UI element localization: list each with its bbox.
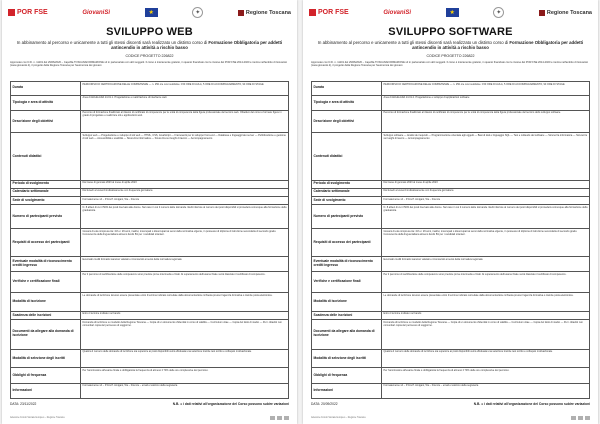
row-value: Qualora il numero delle domande di iscrizione sia superiore ai posti disponibili verrà effettuata una selezione tramite test scritto e colloquio motivazionale. xyxy=(383,350,553,354)
row-label: Modalità di iscrizione xyxy=(312,293,382,311)
row-value: Per il percorso di certificazione delle competenze sono previste prove intermedie e finali. Al superamento dell'esame finale verrà rilasciato il certificato di competenze. xyxy=(383,272,567,276)
row-value: Percorso di formazione finalizzato al rilascio di certificato di competenze per le unità di competenza della figura professionale del tecnico dello sviluppo software. xyxy=(383,111,561,115)
table-row xyxy=(312,320,589,350)
row-label: Obblighi di frequenza xyxy=(11,368,81,382)
partner-logos xyxy=(571,416,590,420)
row-label: Modalità di iscrizione xyxy=(11,293,81,311)
row-value: Le domande di iscrizione devono essere presentate entro il termine indicato corredate dalla documentazione richiesta presso l'agenzia formativa o tramite posta elettronica. xyxy=(82,293,273,297)
row-value: N. 8 allievi di cui il 50% dei posti riservato alle donne. Nel caso in cui il numero delle domande risulti inferiore al numero dei posti disponibili si procederà comunque alla formazione della graduatoria. xyxy=(383,205,588,212)
italy-emblem-icon: ✦ xyxy=(493,7,504,18)
footer xyxy=(311,402,590,406)
row-value: Eventuali crediti formativi saranno valutati e riconosciuti ai sensi della normativa regionale xyxy=(383,257,483,261)
row-label: Modalità di selezione degli iscritti xyxy=(312,350,382,368)
row-value: Dal mese di gennaio 2023 al mese di aprile 2023 xyxy=(383,181,438,185)
row-value: Domanda di iscrizione su modello della Regione Toscana — Copia di un documento d'identità in corso di validità — Curriculum vitae — Copia del titolo di studio — Per i cittadini non comunitari copia del permesso di soggiorno. xyxy=(82,320,283,327)
row-label: Calendario settimanale xyxy=(312,189,382,196)
row-label: Durata xyxy=(312,82,382,95)
eu-flag-icon: ★ xyxy=(145,8,158,17)
table-row xyxy=(11,312,288,320)
course-info-table xyxy=(311,81,590,399)
partner-logos xyxy=(270,416,289,420)
row-value: Le domande di iscrizione devono essere presentate entro il termine indicato corredate dalla documentazione richiesta presso l'agenzia formativa o tramite posta elettronica. xyxy=(383,293,574,297)
row-value: N. 8 allievi di cui il 50% dei posti riservato alle donne. Nel caso in cui il numero delle domande risulti inferiore al numero dei posti disponibili si procederà comunque alla formazione della graduatoria. xyxy=(82,205,287,212)
table-row xyxy=(11,111,288,133)
table-row xyxy=(312,368,589,383)
table-row xyxy=(11,197,288,205)
table-row xyxy=(11,181,288,189)
row-label: Contenuti didattici xyxy=(312,133,382,179)
document-title: SVILUPPO SOFTWARE xyxy=(388,26,513,38)
table-row xyxy=(312,293,589,312)
project-code: CODICE PROGETTO 226822 xyxy=(125,54,174,58)
row-label: Verifiche e certificazione finali xyxy=(11,272,81,292)
table-row xyxy=(312,82,589,96)
approval-notes: Approvato con D.D. n. 11101 del 29/06/2020 – Capofila TOSCANAFORMAZIONE srl in partenariato con altri soggetti. Il corso è interamente gratuito, in quanto finanziato con le risorse del POR FSE 2014-2020 e rientra nell'ambito di Giovanisì (www.giovanisi.it), il progetto della Regione Toscana per l'autonomia dei giovani. xyxy=(311,61,588,68)
nb-note: N.B. = i dati relativi all'organizzazione del Corso possono subire variazioni xyxy=(473,402,590,406)
row-label: Eventuale modalità di riconoscimento crediti ingresso xyxy=(312,257,382,271)
table-row xyxy=(11,384,288,398)
table-row xyxy=(11,82,288,96)
footer xyxy=(10,402,289,406)
row-label: Tipologia e area di attività xyxy=(11,96,81,110)
table-row xyxy=(11,368,288,383)
intro-text: In abbinamento al percorso e unicamente a tutti gli stessi discenti sarà realizzato un distinto corso di Formazione Obbligatoria per addetti antincendio in attività a rischio basso xyxy=(317,40,584,51)
row-value: Area di Attività ADA 14.01.1. Progettazione e realizzazione di interfacce web xyxy=(82,96,167,100)
row-value: Formatemerse srl – P.zza P. Amigani, 5/a – Firenze xyxy=(82,197,140,201)
row-label: Periodo di svolgimento xyxy=(11,181,81,188)
row-value: Per l'ammissione all'esame finale è obbligatoria la frequenza di almeno il 70% delle ore complessive del percorso. xyxy=(383,369,510,372)
logo-bar xyxy=(309,6,592,19)
table-row xyxy=(11,272,288,293)
giovani-si-logo: GiovaniSì xyxy=(82,9,111,16)
table-row xyxy=(11,257,288,272)
logo-bar xyxy=(8,6,291,19)
table-row xyxy=(11,205,288,229)
row-value: Formatemerse srl – P.zza P. Amigani, 5/a – Firenze – email e telefono della segreteria xyxy=(82,384,178,388)
table-row xyxy=(11,229,288,257)
bottom-text: Adesione Fondo Sociale Europeo – Regione Toscana xyxy=(10,416,65,419)
row-value: Sviluppo software — Analisi dei requisiti — Programmazione orientata agli oggetti — Basi di dati e linguaggio SQL — Test e collaudo del software — Sicurezza informatica — Sicurezza sui luoghi di lavoro — Accompagnamento xyxy=(383,133,588,140)
row-label: Informazioni xyxy=(11,384,81,398)
row-value: Giovani di età compresa tra i 18 e i 29 anni, inattivi, inoccupati o disoccupati ai sensi della normativa vigente, in possesso di diploma di istruzione secondaria di secondo grado. Conoscenza della lingua italiana almeno livello B1 per i candidati stranieri. xyxy=(383,229,578,236)
row-value: Dal mese di gennaio 2023 al mese di aprile 2023 xyxy=(82,181,137,185)
project-code: CODICE PROGETTO 226822 xyxy=(426,54,475,58)
row-label: Documenti da allegare alla domanda di iscrizione xyxy=(312,320,382,349)
row-label: Informazioni xyxy=(312,384,382,398)
table-row xyxy=(11,189,288,197)
row-label: Verifiche e certificazione finali xyxy=(312,272,382,292)
table-row xyxy=(312,384,589,398)
table-row xyxy=(312,197,589,205)
table-row xyxy=(312,111,589,133)
row-label: Numero di partecipanti previsto xyxy=(312,205,382,228)
table-row xyxy=(312,350,589,369)
row-label: Sede di svolgimento xyxy=(312,197,382,204)
bottom-logos xyxy=(10,415,289,420)
row-label: Descrizione degli obiettivi xyxy=(312,111,382,132)
table-row xyxy=(312,205,589,229)
approval-notes: Approvato con D.D. n. 11101 del 29/06/2020 – Capofila TOSCANAFORMAZIONE srl in partenariato con altri soggetti. Il corso è interamente gratuito, in quanto finanziato con le risorse del POR FSE 2014-2020 e rientra nell'ambito di Giovanisì (www.giovanisi.it), il progetto della Regione Toscana per l'autonomia dei giovani. xyxy=(10,61,287,68)
document-page-left xyxy=(2,0,297,424)
row-value: PERCORSO DI CERTIFICAZIONE DELLE COMPETENZE — n. 250 ore così suddivise: 150 ORE DI AULA, 5 ORE DI ACCOMPAGNAMENTO, 90 ORE DI STAGE xyxy=(383,82,565,86)
table-row xyxy=(312,189,589,197)
row-value: Area di Attività ADA 14.01.2. Progettazione e sviluppo di applicazioni software xyxy=(383,96,470,100)
row-label: Sede di svolgimento xyxy=(11,197,81,204)
document-date: DATA: 20/09/2022 xyxy=(311,402,338,406)
row-label: Contenuti didattici xyxy=(11,133,81,179)
row-value: Percorso di formazione finalizzato al rilascio di certificato di competenze per le unità di competenza della figura professionale del tecnico web. Obiettivo del corso è formare figure in grado di progettare e realizzare siti e applicazioni web. xyxy=(82,111,282,118)
table-row xyxy=(312,229,589,257)
table-row xyxy=(11,350,288,369)
por-fse-logo: POR FSE xyxy=(309,9,349,16)
row-value: Entro il termine indicato nel bando xyxy=(82,312,121,316)
row-label: Numero di partecipanti previsto xyxy=(11,205,81,228)
document-title: SVILUPPO WEB xyxy=(106,26,193,38)
row-value: PERCORSO DI CERTIFICAZIONE DELLE COMPETENZE — n. 250 ore così suddivise: 150 ORE DI AULA, 5 ORE DI ACCOMPAGNAMENTO, 90 ORE DI STAGE xyxy=(82,82,264,86)
row-value: Domanda di iscrizione su modello della Regione Toscana — Copia di un documento d'identità in corso di validità — Curriculum vitae — Copia del titolo di studio — Per i cittadini non comunitari copia del permesso di soggiorno. xyxy=(383,320,584,327)
row-label: Eventuale modalità di riconoscimento crediti ingresso xyxy=(11,257,81,271)
row-label: Obblighi di frequenza xyxy=(312,368,382,382)
bottom-text: Adesione Fondo Sociale Europeo – Regione Toscana xyxy=(311,416,366,419)
giovani-si-logo: GiovaniSì xyxy=(383,9,412,16)
table-row xyxy=(11,96,288,111)
table-row xyxy=(312,181,589,189)
row-value: Formatemerse srl – P.zza P. Amigani, 5/a – Firenze – email e telefono della segreteria xyxy=(383,384,479,388)
table-row xyxy=(11,320,288,350)
row-value: Per il percorso di certificazione delle competenze sono previste prove intermedie e finali. Al superamento dell'esame finale verrà rilasciato il certificato di competenze. xyxy=(82,272,266,276)
nb-note: N.B. = i dati relativi all'organizzazione del Corso possono subire variazioni xyxy=(172,402,289,406)
document-page-right xyxy=(303,0,598,424)
row-value: Giovani di età compresa tra i 18 e i 29 anni, inattivi, inoccupati o disoccupati ai sensi della normativa vigente, in possesso di diploma di istruzione secondaria di secondo grado. Conoscenza della lingua italiana almeno livello B1 per i candidati stranieri. xyxy=(82,229,277,236)
bottom-logos xyxy=(311,415,590,420)
row-label: Documenti da allegare alla domanda di iscrizione xyxy=(11,320,81,349)
document-date: DATA: 23/11/2022 xyxy=(10,402,37,406)
row-label: Requisiti di accesso dei partecipanti xyxy=(11,229,81,256)
table-row xyxy=(11,133,288,180)
row-label: Modalità di selezione degli iscritti xyxy=(11,350,81,368)
table-row xyxy=(312,272,589,293)
italy-emblem-icon: ✦ xyxy=(192,7,203,18)
regione-toscana-logo: Regione Toscana xyxy=(238,10,291,16)
row-value: Dal lunedì al venerdì indicativamente con frequenza giornaliera xyxy=(82,189,153,193)
row-label: Calendario settimanale xyxy=(11,189,81,196)
row-label: Scadenza delle iscrizioni xyxy=(11,312,81,319)
table-row xyxy=(312,133,589,180)
row-value: Sviluppo web — Progettazione e sviluppo di siti web — HTML, CSS, JavaScript — Framework per lo sviluppo front-end — Database e linguaggi lato server — Pubblicazione e gestione di siti web — Accessibilità e usabilità — Sicurezza informatica — Sicurezza sui luoghi di lavoro — Accompagnamento xyxy=(82,133,286,140)
regione-toscana-logo: Regione Toscana xyxy=(539,10,592,16)
table-row xyxy=(312,257,589,272)
table-row xyxy=(312,312,589,320)
eu-flag-icon: ★ xyxy=(446,8,459,17)
table-row xyxy=(312,96,589,111)
row-value: Per l'ammissione all'esame finale è obbligatoria la frequenza di almeno il 70% delle ore complessive del percorso. xyxy=(82,369,209,372)
row-label: Periodo di svolgimento xyxy=(312,181,382,188)
intro-text: In abbinamento al percorso e unicamente a tutti gli stessi discenti sarà realizzato un distinto corso di Formazione Obbligatoria per addetti antincendio in attività a rischio basso xyxy=(16,40,283,51)
row-label: Requisiti di accesso dei partecipanti xyxy=(312,229,382,256)
row-value: Dal lunedì al venerdì indicativamente con frequenza giornaliera xyxy=(383,189,454,193)
row-value: Qualora il numero delle domande di iscrizione sia superiore ai posti disponibili verrà effettuata una selezione tramite test scritto e colloquio motivazionale. xyxy=(82,350,252,354)
row-label: Tipologia e area di attività xyxy=(312,96,382,110)
course-info-table xyxy=(10,81,289,399)
row-label: Durata xyxy=(11,82,81,95)
por-fse-logo: POR FSE xyxy=(8,9,48,16)
row-label: Scadenza delle iscrizioni xyxy=(312,312,382,319)
row-label: Descrizione degli obiettivi xyxy=(11,111,81,132)
row-value: Eventuali crediti formativi saranno valutati e riconosciuti ai sensi della normativa regionale xyxy=(82,257,182,261)
row-value: Entro il termine indicato nel bando xyxy=(383,312,422,316)
table-row xyxy=(11,293,288,312)
row-value: Formatemerse srl – P.zza P. Amigani, 5/a – Firenze xyxy=(383,197,441,201)
